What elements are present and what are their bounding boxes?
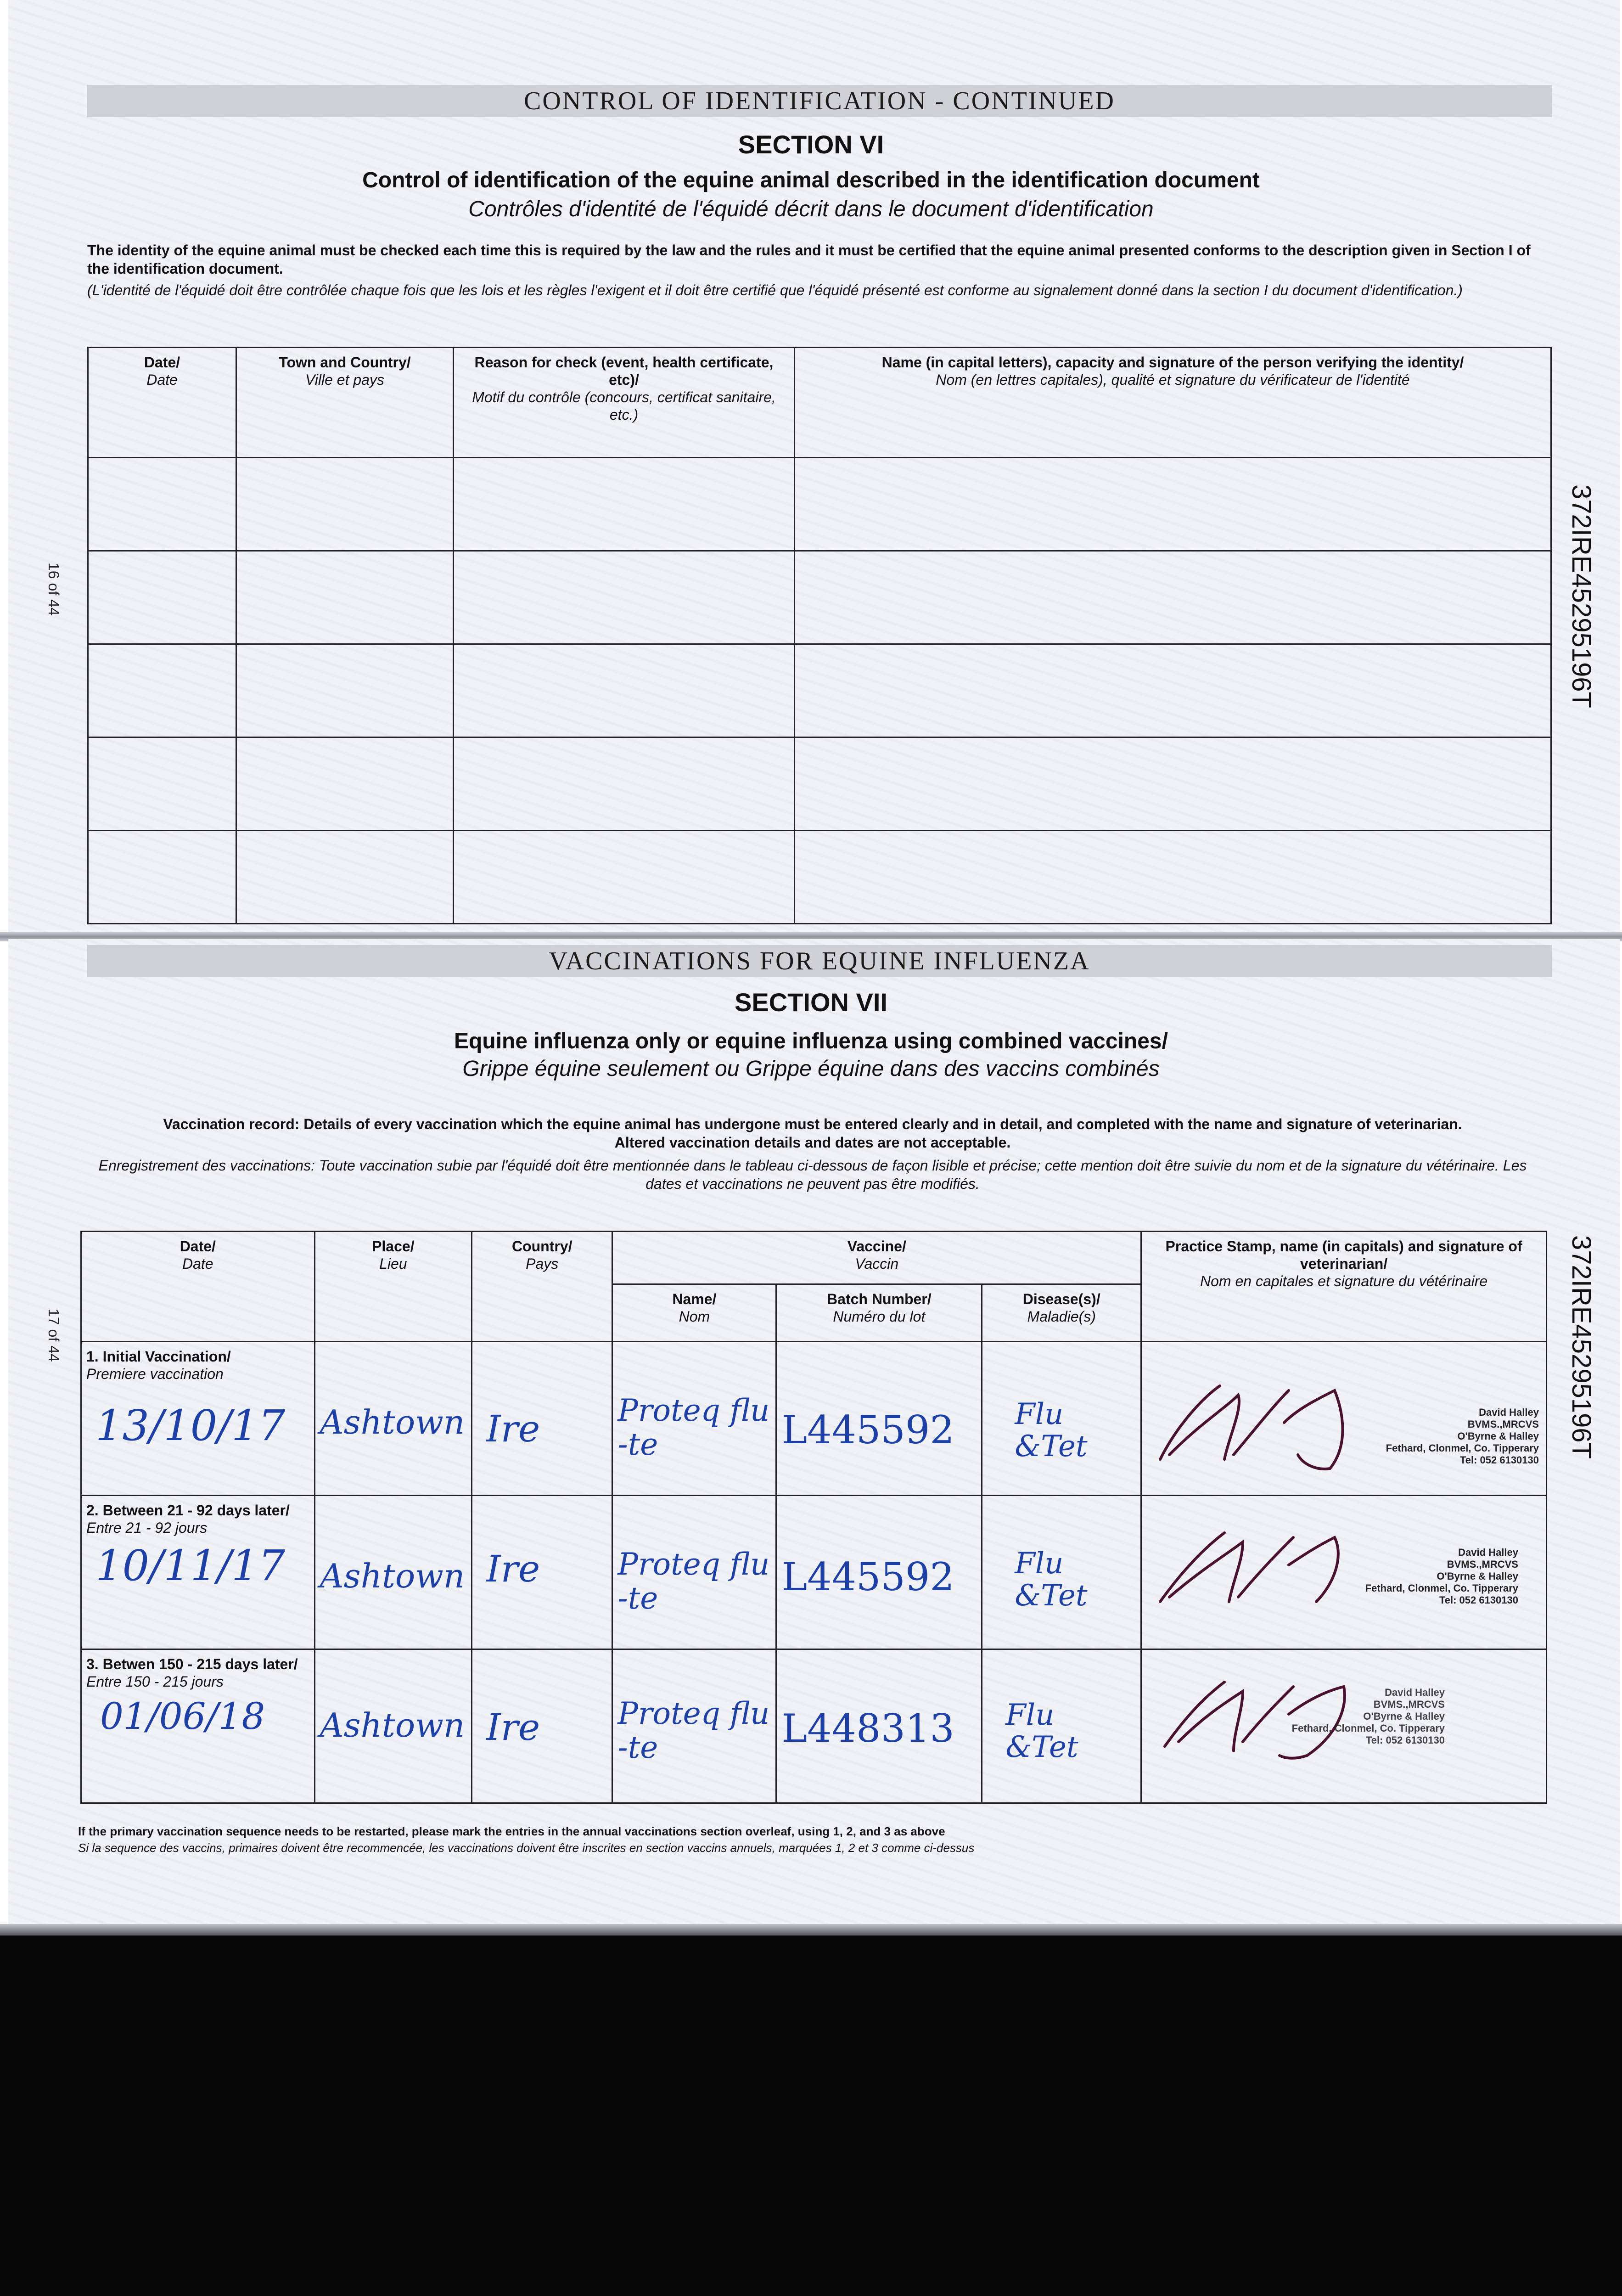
vet-stamp-cell bbox=[1141, 1649, 1547, 1803]
section-vii-banner: VACCINATIONS FOR EQUINE INFLUENZA bbox=[87, 945, 1552, 977]
vaccination-date: 10/11/17 bbox=[95, 1541, 286, 1590]
section-vi-intro-fr: (L'identité de l'équidé doit être contrôlée chaque fois que les lois et les règles l'exigent et il doit être certifié que l'équidé présenté est conforme au signalement donné dans la section I du document d'identification.) bbox=[87, 282, 1463, 298]
vaccination-table bbox=[80, 1231, 1547, 1804]
vaccination-date-cell: 1. Initial Vaccination/ Premiere vaccination 13/10/17 bbox=[81, 1342, 315, 1496]
vet-practice-stamp: David Halley BVMS.,MRCVS O'Byrne & Halley Fethard, Clonmel, Co. Tipperary Tel: 052 6130130 bbox=[1291, 1687, 1445, 1746]
vaccination-country: Ire bbox=[486, 1706, 540, 1749]
vaccine-disease: Flu &Tet bbox=[1015, 1397, 1088, 1463]
vaccination-country: Ire bbox=[486, 1548, 540, 1590]
section-vii-title: SECTION VII bbox=[735, 988, 887, 1017]
page-number-16: 16 of 44 bbox=[45, 563, 62, 616]
section-vii-intro-fr: Enregistrement des vaccinations: Toute vaccination subie par l'équidé doit être mentionnée dans le tableau ci-dessous de façon lisible et précise; cette mention doit être suivie du nom et de la signature du vétérinaire. Les dates et vaccinations ne peuvent pas être modifiés. bbox=[98, 1157, 1527, 1192]
col-disease-header: Disease(s)/ Maladie(s) bbox=[982, 1284, 1141, 1342]
vaccination-row bbox=[81, 1649, 1547, 1803]
passport-number-top: 372IRE45295196T bbox=[1566, 484, 1596, 708]
passport-number-bottom: 372IRE45295196T bbox=[1566, 1235, 1596, 1459]
vet-signature bbox=[1151, 1514, 1390, 1625]
vaccination-place: Ashtown bbox=[320, 1706, 465, 1745]
scanner-background bbox=[0, 1936, 1622, 2296]
section-vii-subtitle-fr: Grippe équine seulement ou Grippe équine dans des vaccins combinés bbox=[462, 1057, 1160, 1081]
col-place-header: Place/ Lieu bbox=[314, 1232, 471, 1342]
vet-stamp-cell bbox=[1141, 1496, 1547, 1649]
section-vi-banner: CONTROL OF IDENTIFICATION - CONTINUED bbox=[87, 85, 1552, 117]
identity-check-row bbox=[88, 644, 1551, 737]
identity-check-table bbox=[87, 347, 1552, 924]
section-vii-subtitle-en: Equine influenza only or equine influenza using combined vaccines/ bbox=[454, 1029, 1168, 1053]
section-vi-intro-en: The identity of the equine animal must be checked each time this is required by the law and the rules and it must be certified that the equine animal presented conforms to the description given in Section I of the identification document. bbox=[87, 242, 1531, 277]
vaccination-date: 01/06/18 bbox=[100, 1695, 265, 1738]
vet-practice-stamp: David Halley BVMS.,MRCVS O'Byrne & Halley Fethard, Clonmel, Co. Tipperary Tel: 052 6130130 bbox=[1365, 1547, 1518, 1606]
identity-check-row bbox=[88, 551, 1551, 644]
vaccination-place: Ashtown bbox=[320, 1403, 465, 1441]
vaccination-place: Ashtown bbox=[320, 1557, 465, 1595]
vaccination-date-cell: 3. Betwen 150 - 215 days later/ Entre 150 - 215 jours 01/06/18 bbox=[81, 1649, 315, 1803]
section-vi-subtitle-fr: Contrôles d'identité de l'équidé décrit dans le document d'identification bbox=[468, 197, 1154, 221]
col-date-header: Date/ Date bbox=[88, 348, 236, 458]
vaccination-row bbox=[81, 1496, 1547, 1649]
col-town-header: Town and Country/ Ville et pays bbox=[236, 348, 454, 458]
vet-signature bbox=[1151, 1367, 1390, 1478]
vet-stamp-cell bbox=[1141, 1342, 1547, 1496]
col-country-header: Country/ Pays bbox=[472, 1232, 612, 1342]
vaccine-disease: Flu &Tet bbox=[1015, 1547, 1088, 1613]
section-vii-footnote-fr: Si la sequence des vaccins, primaires doivent être recommencée, les vaccinations doivent être inscrites en section vaccins annuels, marquées 1, 2 et 3 comme ci-dessus bbox=[78, 1841, 975, 1855]
col-vaccine-name-header: Name/ Nom bbox=[612, 1284, 776, 1342]
identity-check-row bbox=[88, 458, 1551, 551]
section-vii-intro-en: Vaccination record: Details of every vaccination which the equine animal has undergone must be entered clearly and in detail, and completed with the name and signature of veterinarian. Altered vaccination details and dates are not acceptable. bbox=[163, 1116, 1462, 1151]
section-vi-title: SECTION VI bbox=[738, 130, 884, 159]
col-vaccine-header: Vaccine/ Vaccin bbox=[612, 1232, 1141, 1284]
vaccine-name: Proteq flu -te bbox=[617, 1696, 770, 1765]
vaccine-disease: Flu &Tet bbox=[1005, 1698, 1078, 1764]
vaccination-date: 13/10/17 bbox=[95, 1401, 286, 1450]
section-vi-subtitle-en: Control of identification of the equine animal described in the identification document bbox=[362, 168, 1260, 192]
col-stamp-header: Practice Stamp, name (in capitals) and signature of veterinarian/ Nom en capitales et signature du vétérinaire bbox=[1141, 1232, 1547, 1342]
identity-check-row bbox=[88, 831, 1551, 924]
vaccine-batch: L445592 bbox=[781, 1407, 954, 1452]
page-number-17: 17 of 44 bbox=[45, 1309, 62, 1362]
vaccine-name: Proteq flu -te bbox=[617, 1393, 770, 1462]
col-date-header: Date/ Date bbox=[81, 1232, 315, 1342]
col-verifier-header: Name (in capital letters), capacity and signature of the person verifying the identity/ Nom (en lettres capitales), qualité et signature du vérificateur de l'identité bbox=[795, 348, 1551, 458]
vaccination-country: Ire bbox=[486, 1407, 540, 1450]
vet-practice-stamp: David Halley BVMS.,MRCVS O'Byrne & Halley Fethard, Clonmel, Co. Tipperary Tel: 052 6130130 bbox=[1386, 1407, 1539, 1466]
section-vii-footnote-en: If the primary vaccination sequence needs to be restarted, please mark the entries in the annual vaccinations section overleaf, using 1, 2, and 3 as above bbox=[78, 1824, 945, 1838]
vaccine-batch: L445592 bbox=[781, 1554, 954, 1599]
vaccination-date-cell: 2. Between 21 - 92 days later/ Entre 21 - 92 jours 10/11/17 bbox=[81, 1496, 315, 1649]
col-batch-header: Batch Number/ Numéro du lot bbox=[776, 1284, 982, 1342]
col-reason-header: Reason for check (event, health certificate, etc)/ Motif du contrôle (concours, certificat sanitaire, etc.) bbox=[454, 348, 795, 458]
vaccine-batch: L448313 bbox=[781, 1706, 954, 1751]
identity-check-row bbox=[88, 737, 1551, 831]
vaccine-name: Proteq flu -te bbox=[617, 1547, 770, 1616]
vaccination-row bbox=[81, 1342, 1547, 1496]
